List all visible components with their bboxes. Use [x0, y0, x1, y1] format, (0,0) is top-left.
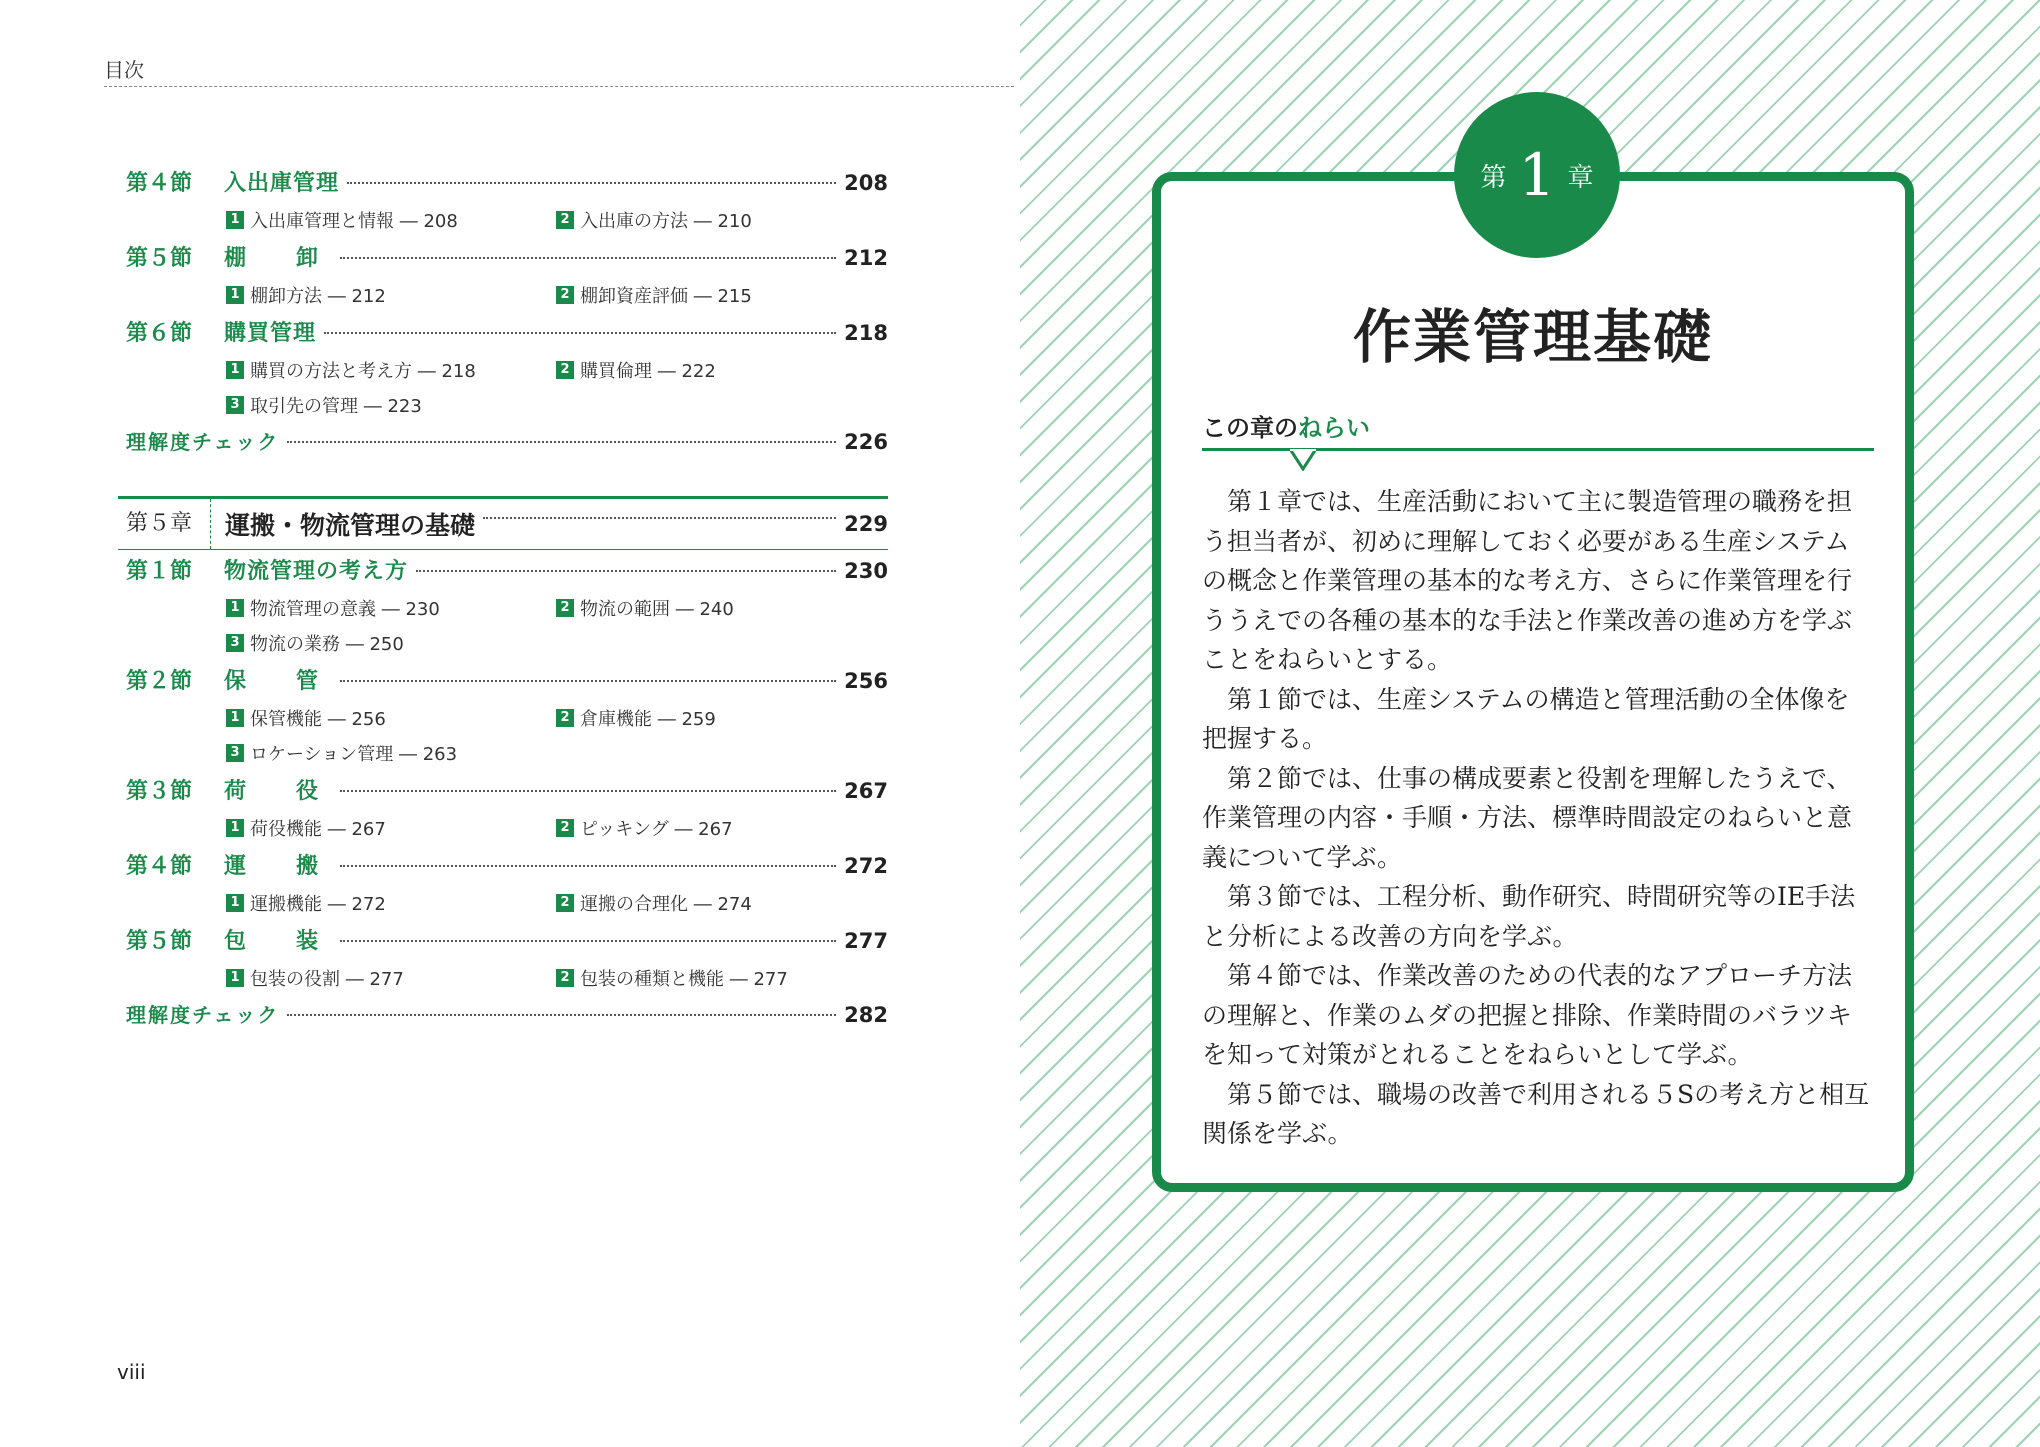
leader-dots [340, 865, 836, 867]
comprehension-check-2[interactable] [126, 999, 888, 1035]
page-ref: 226 [844, 430, 888, 454]
subsection-item[interactable] [226, 885, 556, 920]
subsection-label: 入出庫管理と情報 ― 208 [250, 210, 458, 232]
toc-section[interactable] [126, 774, 888, 810]
section-number: 第４節 [126, 854, 193, 879]
page-ref: 267 [844, 779, 888, 803]
number-badge-icon: 2 [556, 599, 574, 617]
number-badge-icon: 1 [226, 599, 244, 617]
subsection-item[interactable] [556, 810, 886, 845]
number-badge-icon: 2 [556, 709, 574, 727]
subsection-label: 保管機能 ― 256 [250, 708, 386, 730]
chapter-badge-prefix: 第 [1480, 162, 1507, 193]
toc-section[interactable] [126, 241, 888, 277]
section-number: 第２節 [126, 669, 193, 694]
chapter-badge [1454, 92, 1620, 258]
number-badge-icon: 2 [556, 361, 574, 379]
page-ref: 272 [844, 854, 888, 878]
number-badge-icon: 2 [556, 286, 574, 304]
subsection-list [126, 700, 888, 770]
toc-section[interactable] [126, 554, 888, 590]
number-badge-icon: 1 [226, 709, 244, 727]
aim-paragraph: 第３節では、工程分析、動作研究、時間研究等のIE手法と分析による改善の方向を学ぶ。 [1202, 882, 1856, 951]
section-title: 荷 役 [224, 779, 333, 804]
number-badge-icon: 2 [556, 211, 574, 229]
subsection-list [126, 277, 888, 312]
section-number: 第３節 [126, 779, 193, 804]
chapter-number: 第５章 [118, 499, 211, 549]
leader-dots [340, 257, 836, 259]
subsection-label: 入出庫の方法 ― 210 [580, 210, 752, 232]
section-title: 購買管理 [224, 321, 317, 346]
aim-prefix: この章の [1202, 414, 1298, 442]
number-badge-icon: 1 [226, 894, 244, 912]
aim-paragraph: 第４節では、作業改善のための代表的なアプローチ方法の理解と、作業のムダの把握と排除、作業時間のバラツキを知って対策がとれることをねらいとして学ぶ。 [1202, 961, 1853, 1069]
subsection-item[interactable] [226, 810, 556, 845]
subsection-label: 棚卸資産評価 ― 215 [580, 285, 752, 307]
leader-dots [483, 517, 836, 519]
subsection-item[interactable] [556, 700, 886, 735]
number-badge-icon: 2 [556, 969, 574, 987]
number-badge-icon: 1 [226, 819, 244, 837]
toc-section[interactable] [126, 166, 888, 202]
section-number: 第５節 [126, 246, 193, 271]
chapter5-heading[interactable] [118, 496, 888, 550]
subsection-item[interactable] [226, 960, 556, 995]
subsection-list [126, 810, 888, 845]
subsection-item[interactable] [226, 735, 556, 770]
subsection-label: 取引先の管理 ― 223 [250, 395, 422, 417]
subsection-label: 運搬の合理化 ― 274 [580, 893, 752, 915]
leader-dots [340, 940, 836, 942]
subsection-label: 倉庫機能 ― 259 [580, 708, 716, 730]
table-of-contents [126, 162, 888, 1035]
chapter-title: 運搬・物流管理の基礎 [225, 511, 476, 540]
toc-section[interactable] [126, 316, 888, 352]
page-ref: 256 [844, 669, 888, 693]
aim-body [1202, 482, 1874, 1154]
page-ref: 229 [844, 512, 888, 536]
leader-dots [340, 790, 836, 792]
section-title: 棚 卸 [224, 246, 333, 271]
subsection-label: 購買倫理 ― 222 [580, 360, 716, 382]
section-title: 物流管理の考え方 [224, 559, 409, 584]
subsection-list [126, 590, 888, 660]
subsection-label: 運搬機能 ― 272 [250, 893, 386, 915]
subsection-item[interactable] [556, 960, 886, 995]
leader-dots [340, 680, 836, 682]
number-badge-icon: 3 [226, 744, 244, 762]
number-badge-icon: 1 [226, 969, 244, 987]
subsection-item[interactable] [226, 352, 556, 387]
check-title: 理解度チェック [126, 430, 280, 454]
leader-dots [287, 441, 836, 443]
page-number: viii [117, 1360, 146, 1384]
section-title: 入出庫管理 [224, 171, 340, 196]
leader-dots [416, 570, 836, 572]
check-title: 理解度チェック [126, 1003, 280, 1027]
toc-section[interactable] [126, 664, 888, 700]
subsection-item[interactable] [226, 387, 556, 422]
subsection-item[interactable] [556, 352, 886, 387]
subsection-list [126, 885, 888, 920]
toc-section[interactable] [126, 924, 888, 960]
leader-dots [324, 332, 836, 334]
subsection-item[interactable] [226, 277, 556, 312]
subsection-item[interactable] [226, 625, 556, 660]
subsection-item[interactable] [226, 700, 556, 735]
number-badge-icon: 1 [226, 211, 244, 229]
page-ref: 208 [844, 171, 888, 195]
page-ref: 212 [844, 246, 888, 270]
chapter5-sections [126, 554, 888, 995]
subsection-item[interactable] [556, 590, 886, 625]
toc-header: 目次 [104, 58, 144, 82]
page-ref: 282 [844, 1003, 888, 1027]
toc-section[interactable] [126, 849, 888, 885]
section-number: 第５節 [126, 929, 193, 954]
section-number: 第６節 [126, 321, 193, 346]
number-badge-icon: 2 [556, 894, 574, 912]
subsection-label: 物流管理の意義 ― 230 [250, 598, 440, 620]
comprehension-check-1[interactable] [126, 426, 888, 462]
subsection-label: 棚卸方法 ― 212 [250, 285, 386, 307]
number-badge-icon: 2 [556, 819, 574, 837]
number-badge-icon: 3 [226, 634, 244, 652]
aim-paragraph: 第１節では、生産システムの構造と管理活動の全体像を把握する。 [1202, 684, 1850, 753]
subsection-label: ロケーション管理 ― 263 [250, 743, 458, 765]
subsection-item[interactable] [556, 277, 886, 312]
subsection-label: 物流の業務 ― 250 [250, 633, 404, 655]
speech-pointer-icon [1290, 449, 1316, 471]
aim-paragraph: 第５節では、職場の改善で利用される５Sの考え方と相互関係を学ぶ。 [1202, 1079, 1870, 1148]
page-ref: 218 [844, 321, 888, 345]
chapter-title: 作業管理基礎 [1352, 303, 1713, 371]
subsection-item[interactable] [226, 202, 556, 237]
section-title: 保 管 [224, 669, 333, 694]
number-badge-icon: 1 [226, 286, 244, 304]
number-badge-icon: 3 [226, 396, 244, 414]
subsection-label: ピッキング ― 267 [580, 818, 733, 840]
subsection-label: 包装の種類と機能 ― 277 [580, 968, 788, 990]
leader-dots [347, 182, 836, 184]
subsection-list [126, 202, 888, 237]
chapter-badge-number: 1 [1518, 141, 1556, 209]
section-title: 包 装 [224, 929, 333, 954]
number-badge-icon: 1 [226, 361, 244, 379]
section-number: 第１節 [126, 559, 193, 584]
subsection-item[interactable] [556, 202, 886, 237]
subsection-label: 包装の役割 ― 277 [250, 968, 404, 990]
section-title: 運 搬 [224, 854, 333, 879]
aim-paragraph: 第２節では、仕事の構成要素と役割を理解したうえで、作業管理の内容・手順・方法、標準時間設定のねらいと意義について学ぶ。 [1202, 763, 1853, 872]
page-ref: 230 [844, 559, 888, 583]
subsection-item[interactable] [556, 885, 886, 920]
subsection-label: 荷役機能 ― 267 [250, 818, 386, 840]
aim-heading [1202, 408, 1370, 443]
aim-highlight: ねらい [1298, 414, 1370, 442]
page-ref: 277 [844, 929, 888, 953]
subsection-list [126, 960, 888, 995]
header-rule [104, 86, 1014, 87]
section-number: 第４節 [126, 171, 193, 196]
chapter4-sections [126, 166, 888, 422]
leader-dots [287, 1014, 836, 1016]
aim-paragraph: 第１章では、生産活動において主に製造管理の職務を担う担当者が、初めに理解しておく必要がある生産システムの概念と作業管理の基本的な考え方、さらに作業管理を行ううえでの各種の基本的な手法と作業改善の進め方を学ぶことをねらいとする。 [1202, 487, 1853, 674]
chapter-badge-suffix: 章 [1567, 162, 1594, 193]
subsection-item[interactable] [226, 590, 556, 625]
subsection-label: 物流の範囲 ― 240 [580, 598, 734, 620]
subsection-list [126, 352, 888, 422]
subsection-label: 購買の方法と考え方 ― 218 [250, 360, 476, 382]
